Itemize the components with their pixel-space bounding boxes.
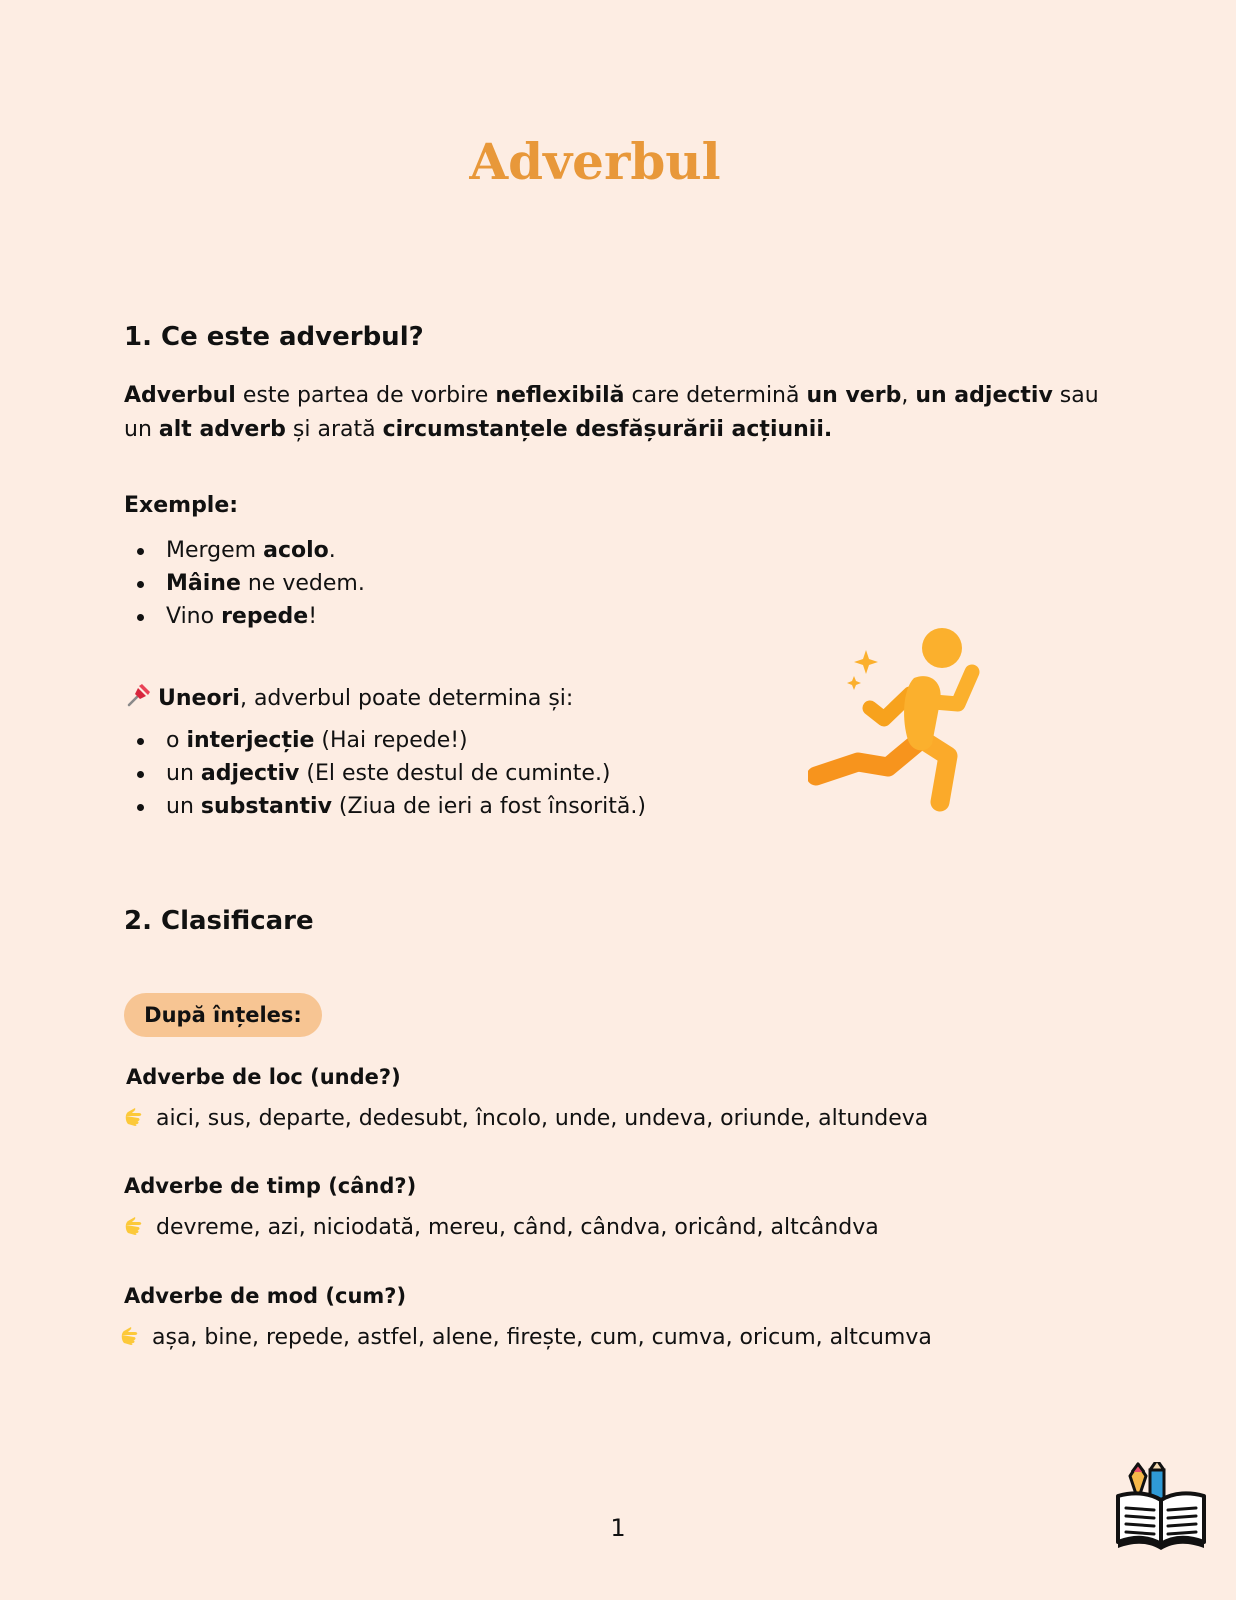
text-run: care determină <box>624 383 807 408</box>
definition-line-1 <box>124 383 1099 408</box>
note-text <box>158 686 573 711</box>
bold-text: un verb <box>806 383 902 408</box>
bold-text: substantiv <box>200 794 332 819</box>
pointing-hand-icon <box>120 1326 146 1354</box>
text-run: un <box>166 794 201 819</box>
page-title: Adverbul <box>469 132 721 191</box>
text-run: o <box>166 728 187 753</box>
running-person-icon <box>808 624 1008 828</box>
bold-text: adjectiv <box>200 761 300 786</box>
page-number: 1 <box>610 1514 626 1542</box>
text-run: , <box>901 383 916 408</box>
text-run: un <box>124 417 159 442</box>
list-item <box>124 724 646 757</box>
bold-text: Adverbul <box>124 383 236 408</box>
section-1-heading: 1. Ce este adverbul? <box>124 322 424 352</box>
text-run: (Hai repede!) <box>314 728 468 753</box>
text-run: ne vedem. <box>240 571 365 596</box>
examples-label: Exemple: <box>124 493 239 518</box>
group-label-timp: Adverbe de timp (când?) <box>124 1174 417 1198</box>
category-pill: După înțeles: <box>124 993 322 1037</box>
text-run: Mergem <box>166 538 264 563</box>
note-list <box>124 724 646 823</box>
text-run: ! <box>308 604 318 629</box>
examples-text: devreme, azi, niciodată, mereu, când, cândva, oricând, altcândva <box>156 1215 879 1240</box>
examples-list <box>124 534 365 633</box>
group-label-mod: Adverbe de mod (cum?) <box>124 1284 407 1308</box>
bold-text: Uneori <box>158 686 240 711</box>
open-book-pencils-icon <box>1114 1462 1208 1554</box>
pointing-hand-icon <box>124 1216 150 1244</box>
section-2-heading: 2. Clasificare <box>124 906 314 936</box>
list-item <box>124 790 646 823</box>
definition-line-2 <box>124 417 832 442</box>
text-run: este partea de vorbire <box>235 383 496 408</box>
list-item <box>124 757 646 790</box>
bold-text: circumstanțele desfășurării acțiunii. <box>382 417 833 442</box>
text-run: (El este destul de cuminte.) <box>299 761 611 786</box>
pushpin-icon <box>126 682 152 714</box>
text-run: sau <box>1052 383 1099 408</box>
list-item <box>124 534 365 567</box>
definition-paragraph <box>124 379 1114 447</box>
text-run: și arată <box>285 417 383 442</box>
text-run: un <box>166 761 201 786</box>
list-item <box>124 600 365 633</box>
examples-text: aici, sus, departe, dedesubt, încolo, unde, undeva, oriunde, altundeva <box>156 1106 929 1131</box>
group-examples-loc <box>124 1106 928 1135</box>
group-label-loc: Adverbe de loc (unde?) <box>126 1065 401 1089</box>
text-run: , adverbul poate determina și: <box>239 686 574 711</box>
bold-text: acolo <box>263 538 329 563</box>
pointing-hand-icon <box>124 1107 150 1135</box>
group-examples-mod <box>120 1325 932 1354</box>
text-run: (Ziua de ieri a fost însorită.) <box>331 794 646 819</box>
bold-text: alt adverb <box>158 417 286 442</box>
bold-text: neflexibilă <box>495 383 625 408</box>
bold-text: Mâine <box>166 571 241 596</box>
bold-text: interjecție <box>186 728 315 753</box>
bold-text: repede <box>221 604 309 629</box>
examples-text: așa, bine, repede, astfel, alene, firește, cum, cumva, oricum, altcumva <box>152 1325 932 1350</box>
bold-text: un adjectiv <box>915 383 1053 408</box>
text-run: Vino <box>166 604 222 629</box>
list-item <box>124 567 365 600</box>
note-line <box>126 682 573 714</box>
text-run: . <box>328 538 336 563</box>
group-examples-timp <box>124 1215 879 1244</box>
